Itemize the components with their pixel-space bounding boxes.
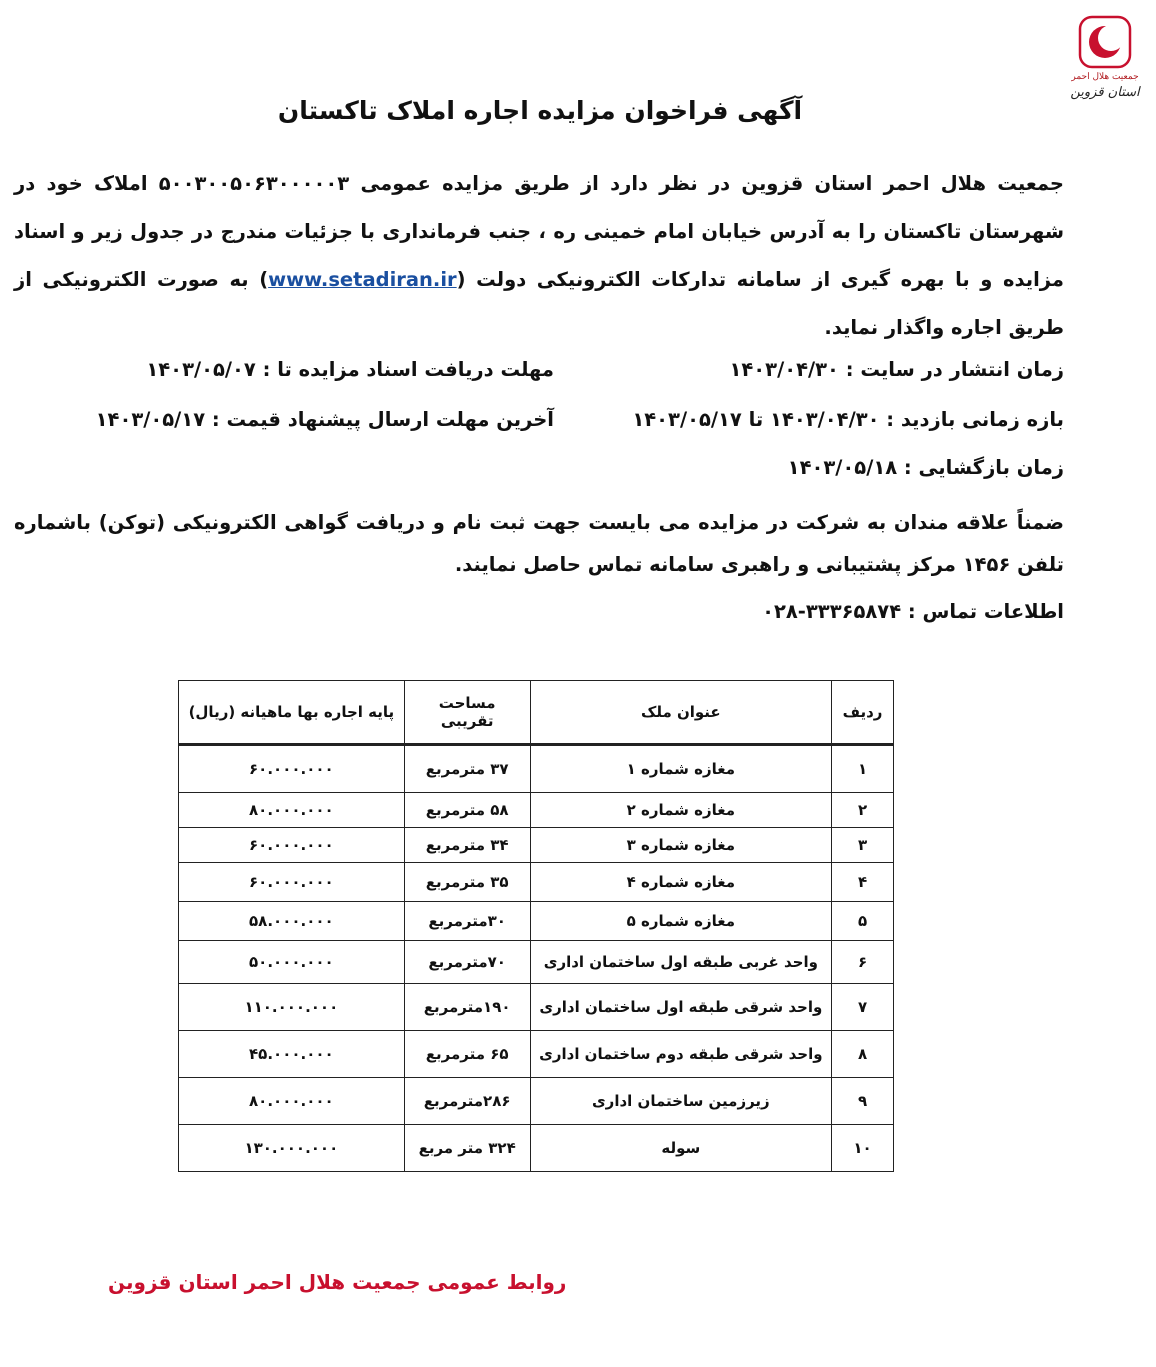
intro-text-end: ) به صورت الکترونیکی از طریق اجاره واگذار نماید. [14, 268, 1064, 339]
table-row [179, 941, 894, 984]
cell-title: زیرزمین ساختمان اداری [530, 1078, 831, 1125]
header-price: پایه اجاره بها ماهیانه (ریال) [179, 681, 405, 745]
table-row [179, 793, 894, 828]
cell-index: ۲ [832, 793, 894, 828]
visit-period: بازه زمانی بازدید : ۱۴۰۳/۰۴/۳۰ تا ۱۴۰۳/۰۵/۱۷ [632, 408, 1064, 431]
cell-title: واحد شرقی طبقه اول ساختمان اداری [530, 984, 831, 1031]
cell-area: ۳۵ مترمربع [404, 863, 530, 902]
publish-date: زمان انتشار در سایت : ۱۴۰۳/۰۴/۳۰ [729, 358, 1064, 381]
cell-index: ۱۰ [832, 1125, 894, 1172]
docs-deadline: مهلت دریافت اسناد مزایده تا : ۱۴۰۳/۰۵/۰۷ [146, 358, 554, 381]
header-area: مساحت تقریبی [404, 681, 530, 745]
dates-row-1 [14, 358, 1064, 394]
cell-price: ۵۸.۰۰۰.۰۰۰ [179, 902, 405, 941]
cell-index: ۳ [832, 828, 894, 863]
red-crescent-icon [1077, 14, 1133, 70]
intro-text-start: جمعیت هلال احمر استان قزوین در نظر دارد از طریق مزایده عمومی ۵۰۰۳۰۰۵۰۶۳۰۰۰۰۰۳ املاک خود در شهرستان تاکستان را به آدرس خیابان امام خمینی ره ، جنب فرمانداری با جزئیات مندرج در جدول زیر و اسناد مزایده و با بهره گیری از سامانه تدارکات الکترونیکی دولت ( [14, 172, 1064, 291]
table-row [179, 828, 894, 863]
cell-title: مغازه شماره ۲ [530, 793, 831, 828]
cell-index: ۴ [832, 863, 894, 902]
page-title: آگهی فراخوان مزایده اجاره املاک تاکستان [277, 96, 803, 125]
cell-title: مغازه شماره ۴ [530, 863, 831, 902]
opening-date: زمان بازگشایی : ۱۴۰۳/۰۵/۱۸ [787, 456, 1064, 479]
cell-title: مغازه شماره ۳ [530, 828, 831, 863]
table-row [179, 902, 894, 941]
cell-index: ۷ [832, 984, 894, 1031]
cell-area: ۱۹۰مترمربع [404, 984, 530, 1031]
table-row [179, 1125, 894, 1172]
cell-title: سوله [530, 1125, 831, 1172]
cell-area: ۳۰مترمربع [404, 902, 530, 941]
header-title: عنوان ملک [530, 681, 831, 745]
cell-price: ۶۰.۰۰۰.۰۰۰ [179, 863, 405, 902]
cell-price: ۶۰.۰۰۰.۰۰۰ [179, 745, 405, 793]
logo-province: استان قزوین [1070, 84, 1140, 100]
cell-price: ۵۰.۰۰۰.۰۰۰ [179, 941, 405, 984]
cell-area: ۳۷ مترمربع [404, 745, 530, 793]
contact-info [762, 600, 1064, 623]
table-row [179, 1078, 894, 1125]
cell-index: ۱ [832, 745, 894, 793]
cell-price: ۸۰.۰۰۰.۰۰۰ [179, 1078, 405, 1125]
table-header-row [179, 681, 894, 745]
cell-title: واحد شرقی طبقه دوم ساختمان اداری [530, 1031, 831, 1078]
dates-row-2 [14, 408, 1064, 444]
cell-area: ۷۰مترمربع [404, 941, 530, 984]
cell-area: ۳۴ مترمربع [404, 828, 530, 863]
cell-area: ۶۵ مترمربع [404, 1031, 530, 1078]
cell-index: ۸ [832, 1031, 894, 1078]
cell-price: ۱۱۰.۰۰۰.۰۰۰ [179, 984, 405, 1031]
cell-title: مغازه شماره ۵ [530, 902, 831, 941]
cell-price: ۸۰.۰۰۰.۰۰۰ [179, 793, 405, 828]
cell-price: ۶۰.۰۰۰.۰۰۰ [179, 828, 405, 863]
contact-number: ۰۲۸-۳۳۳۶۵۸۷۴ [762, 600, 902, 623]
contact-label: اطلاعات تماس : [901, 600, 1064, 623]
header-index: ردیف [832, 681, 894, 745]
red-crescent-logo [1070, 14, 1140, 114]
bid-deadline: آخرین مهلت ارسال پیشنهاد قیمت : ۱۴۰۳/۰۵/۱۷ [95, 408, 554, 431]
cell-area: ۳۲۴ متر مربع [404, 1125, 530, 1172]
cell-title: مغازه شماره ۱ [530, 745, 831, 793]
properties-table [178, 680, 894, 1172]
table-row [179, 745, 894, 793]
cell-price: ۴۵.۰۰۰.۰۰۰ [179, 1031, 405, 1078]
intro-paragraph [14, 160, 1064, 352]
dates-row-3 [14, 456, 1064, 492]
table-row [179, 863, 894, 902]
footer-public-relations: روابط عمومی جمعیت هلال احمر استان قزوین [108, 1270, 567, 1294]
cell-area: ۵۸ مترمربع [404, 793, 530, 828]
cell-index: ۶ [832, 941, 894, 984]
table-row [179, 1031, 894, 1078]
cell-price: ۱۳۰.۰۰۰.۰۰۰ [179, 1125, 405, 1172]
cell-index: ۹ [832, 1078, 894, 1125]
registration-note: ضمناً علاقه مندان به شرکت در مزایده می بایست جهت ثبت نام و دریافت گواهی الکترونیکی (توکن) باشماره تلفن ۱۴۵۶ مرکز پشتیبانی و راهبری سامانه تماس حاصل نمایند. [14, 511, 1064, 576]
setadiran-link[interactable]: www.setadiran.ir [268, 268, 457, 291]
cell-title: واحد غربی طبقه اول ساختمان اداری [530, 941, 831, 984]
cell-area: ۲۸۶مترمربع [404, 1078, 530, 1125]
table-row [179, 984, 894, 1031]
logo-org-name: جمعیت هلال احمر [1071, 72, 1139, 82]
cell-index: ۵ [832, 902, 894, 941]
